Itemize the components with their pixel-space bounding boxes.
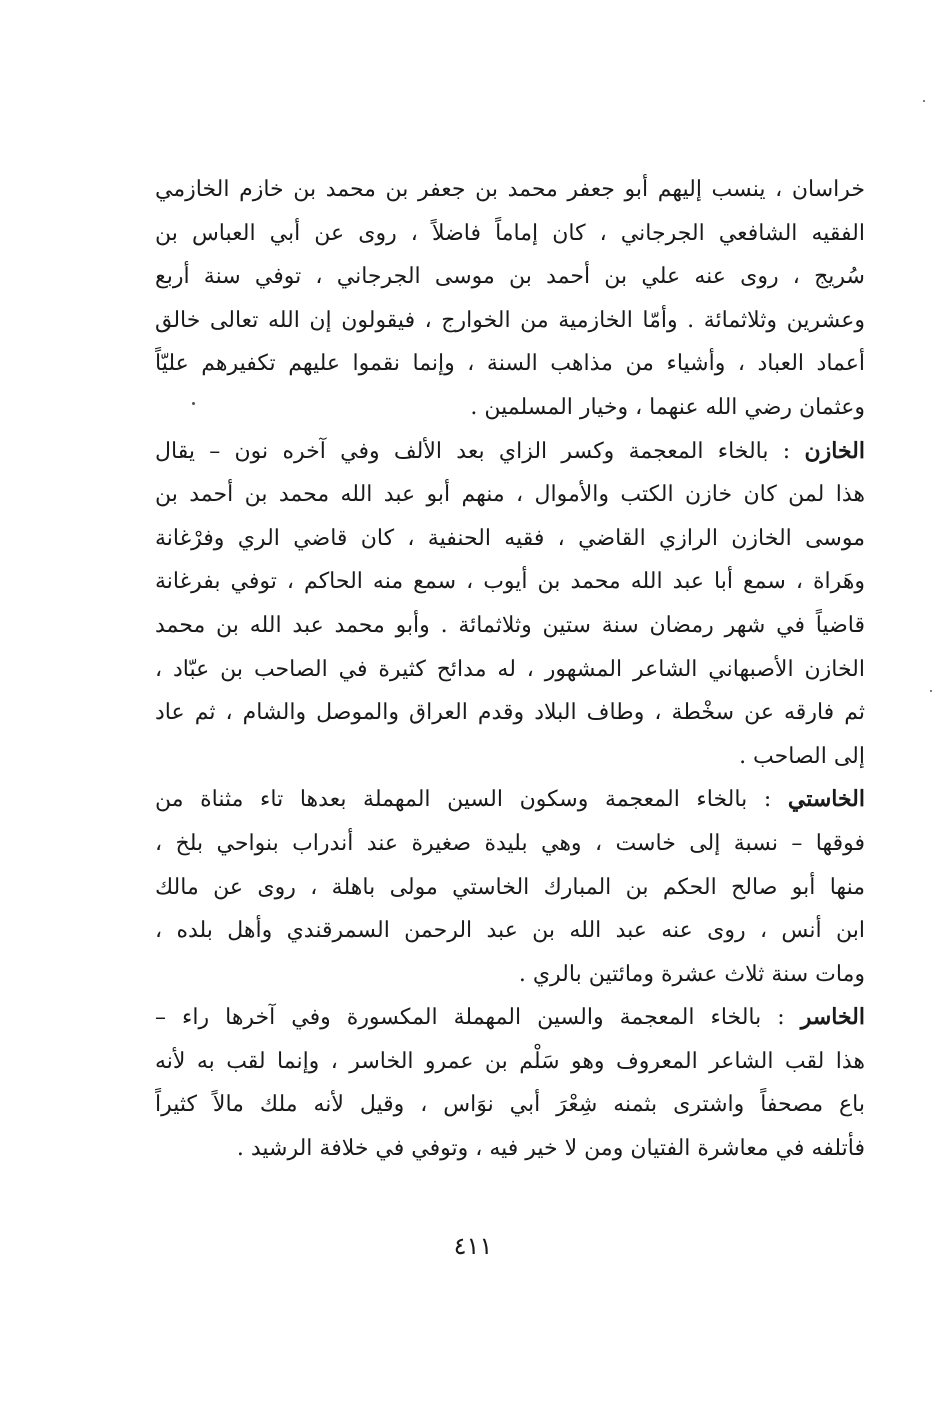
page-number: ٤١١ <box>453 1232 493 1260</box>
entry-khasti <box>155 778 865 996</box>
scan-speck <box>923 100 925 102</box>
text-line: فأتلفه في معاشرة الفتيان ومن لا خير فيه ، وتوفي في خلافة الرشيد . <box>236 1136 865 1162</box>
entry-first-line <box>155 778 865 822</box>
entry-first-line <box>155 996 865 1040</box>
scan-speck <box>192 402 195 405</box>
entry-first-line <box>155 430 865 474</box>
text-line: ابن أنس ، روى عنه عبد الله بن عبد الرحمن السمرقندي وأهل بلده ، <box>155 918 865 944</box>
entry-headword: الخاسر <box>800 1004 865 1031</box>
entry-khazimi-continuation <box>155 168 865 430</box>
text-line: موسى الخازن الرازي القاضي ، فقيه الحنفية ، كان قاضي الري وفرْغانة <box>155 525 865 551</box>
text-line: وعثمان رضي الله عنهما ، وخيار المسلمين . <box>470 394 865 420</box>
text-line: خراسان ، ينسب إليهم أبو جعفر محمد بن جعفر بن محمد بن خازم الخازمي <box>155 177 865 202</box>
text-fragment: : بالخاء المعجمة وكسر الزاي بعد الألف وفي آخره نون – يقال <box>155 438 805 464</box>
text-fragment: : بالخاء المعجمة وسكون السين المهملة بعدها تاء مثناة من <box>155 787 788 813</box>
text-line: ثم فارقه عن سخْطة ، وطاف البلاد وقدم العراق والموصل والشام ، ثم عاد <box>155 700 865 726</box>
text-line: قاضياً في شهر رمضان سنة ستين وثلاثمائة . وأبو محمد عبد الله بن محمد <box>155 612 865 638</box>
text-line: الفقيه الشافعي الجرجاني ، كان إماماً فاضلاً ، روى عن أبي العباس بن <box>155 220 865 246</box>
text-line: فوقها – نسبة إلى خاست ، وهي بليدة صغيرة عند أندراب بنواحي بلخ ، <box>155 830 865 856</box>
text-line: هذا لمن كان خازن الكتب والأموال ، منهم أبو عبد الله محمد بن أحمد بن <box>155 482 865 508</box>
scan-speck <box>930 690 932 692</box>
text-line: إلى الصاحب . <box>739 743 865 769</box>
text-line: الخازن الأصبهاني الشاعر المشهور ، له مدائح كثيرة في الصاحب بن عبّاد ، <box>155 656 865 682</box>
text-line: وعشرين وثلاثمائة . وأمّا الخازمية من الخوارج ، فيقولون إن الله تعالى خالق <box>155 307 865 333</box>
entry-headword: الخاستي <box>787 786 865 813</box>
text-line: ومات سنة ثلاث عشرة ومائتين بالري . <box>518 961 865 987</box>
text-line: باع مصحفاً واشترى بثمنه شِعْرَ أبي نوَاس ، وقيل لأنه ملك مالاً كثيراً <box>155 1092 865 1118</box>
text-fragment: : بالخاء المعجمة والسين المهملة المكسورة وفي آخرها راء – <box>155 1005 801 1031</box>
text-line: هذا لقب الشاعر المعروف وهو سَلْم بن عمرو الخاسر ، وإنما لقب به لأنه <box>155 1048 865 1074</box>
text-line: وهَراة ، سمع أبا عبد الله محمد بن أيوب ، سمع منه الحاكم ، توفي بفرغانة <box>155 569 865 595</box>
page-body <box>155 168 865 1171</box>
entry-khasir <box>155 996 865 1170</box>
text-line: منها أبو صالح الحكم بن المبارك الخاستي مولى باهلة ، روى عن مالك <box>155 874 865 900</box>
text-line: أعماد العباد ، وأشياء من مذاهب السنة ، وإنما نقموا عليهم تكفيرهم عليّاً <box>155 351 865 377</box>
text-line: سُريج ، روى عنه علي بن أحمد بن موسى الجرجاني ، توفي سنة أربع <box>155 264 865 290</box>
entry-khazin <box>155 430 865 779</box>
entry-headword: الخازن <box>804 437 865 464</box>
